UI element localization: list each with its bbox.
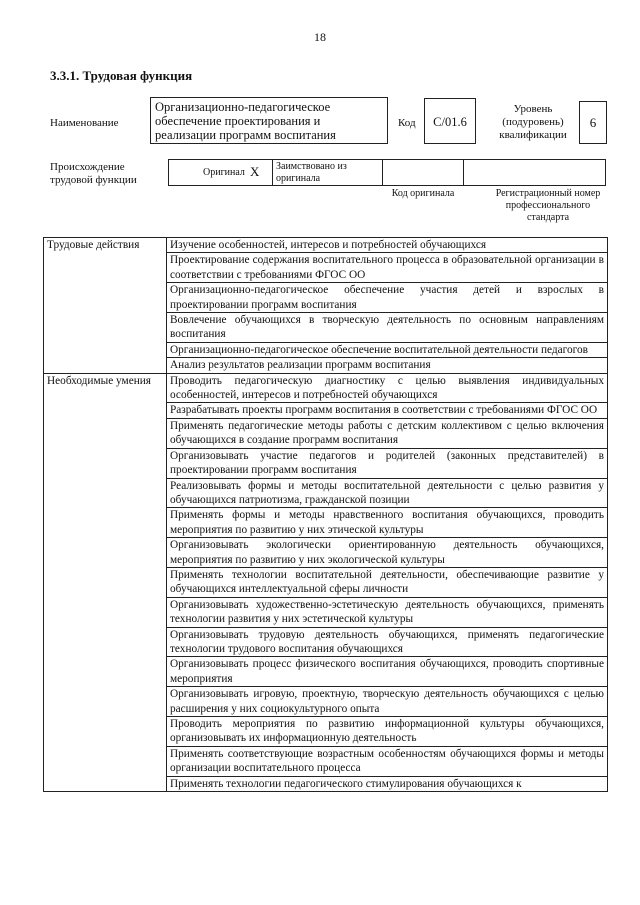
table-row bbox=[44, 238, 608, 253]
table-cell: Организовывать участие педагогов и родителей (законных представителей) в проектировании программ воспитания bbox=[167, 448, 608, 478]
table-cell: Применять педагогические методы работы с детским коллективом с целью включения обучающихся в создание программ воспитания bbox=[167, 418, 608, 448]
table-cell: Организовывать трудовую деятельность обучающихся, применять педагогические технологии трудового воспитания обучающихся bbox=[167, 627, 608, 657]
table-cell: Применять формы и методы нравственного воспитания обучающихся, проводить мероприятия по развитию у них этической культуры bbox=[167, 508, 608, 538]
table-cell: Проводить мероприятия по развитию информационной культуры обучающихся, организовывать их информационную деятельность bbox=[167, 717, 608, 747]
page-number: 18 bbox=[314, 30, 326, 44]
table-cell: Организовывать художественно-эстетическую деятельность обучающихся, применять технологии развития у них эстетической культуры bbox=[167, 597, 608, 627]
category-cell: Необходимые умения bbox=[44, 373, 167, 791]
table-cell: Вовлечение обучающихся в творческую деятельность по основным направлениям воспитания bbox=[167, 313, 608, 343]
table-cell: Организовывать процесс физического воспитания обучающихся, проводить спортивные мероприятия bbox=[167, 657, 608, 687]
borrowed-label: Заимствовано из оригинала bbox=[276, 161, 347, 184]
table-cell: Организационно-педагогическое обеспечение участия детей и взрослых в проектировании программ воспитания bbox=[167, 283, 608, 313]
name-label: Наименование bbox=[50, 117, 119, 129]
section-title: 3.3.1. Трудовая функция bbox=[50, 68, 193, 83]
table-cell: Реализовывать формы и методы воспитательной деятельности с целью развития у обучающихся патриотизма, гражданской позиции bbox=[167, 478, 608, 508]
table-cell: Применять технологии воспитательной деятельности, обеспечивающие развитие у обучающихся интеллектуальной сферы личности bbox=[167, 567, 608, 597]
code-original-label: Код оригинала bbox=[391, 188, 455, 199]
original-mark: X bbox=[250, 164, 260, 179]
table-row bbox=[44, 373, 608, 403]
table-cell: Организовывать экологически ориентированную деятельность обучающихся, мероприятия по развитию у них экологической культуры bbox=[167, 538, 608, 568]
table-cell: Изучение особенностей, интересов и потребностей обучающихся bbox=[167, 238, 608, 253]
table-cell: Организовывать игровую, проектную, творческую деятельность обучающихся с целью расширения у них социокультурного опыта bbox=[167, 687, 608, 717]
code-label: Код bbox=[398, 117, 416, 129]
original-label: Оригинал bbox=[203, 167, 245, 178]
origin-label: Происхождение трудовой функции bbox=[50, 161, 137, 186]
table-cell: Применять соответствующие возрастным особенностям обучающихся формы и методы организации воспитательного процесса bbox=[167, 746, 608, 776]
level-label: Уровень (подуровень) квалификации bbox=[499, 103, 567, 141]
table-cell: Организационно-педагогическое обеспечение воспитательной деятельности педагогов bbox=[167, 342, 608, 357]
origin-divider-3 bbox=[463, 159, 464, 186]
table-cell: Проводить педагогическую диагностику с целью выявления индивидуальных особенностей, интересов и потребностей обучающихся bbox=[167, 373, 608, 403]
reg-number-label: Регистрационный номер профессионального стандарта bbox=[495, 188, 601, 223]
table-cell: Проектирование содержания воспитательного процесса в образовательной организации в соответствии с требованиями ФГОС ОО bbox=[167, 253, 608, 283]
table-cell: Анализ результатов реализации программ воспитания bbox=[167, 358, 608, 373]
table-cell: Применять технологии педагогического стимулирования обучающихся к bbox=[167, 776, 608, 791]
category-cell: Трудовые действия bbox=[44, 238, 167, 374]
function-name-value: Организационно-педагогическое обеспечение проектирования и реализации программ воспитания bbox=[150, 97, 388, 144]
table-cell: Разрабатывать проекты программ воспитания в соответствии с требованиями ФГОС ОО bbox=[167, 403, 608, 418]
code-value: С/01.6 bbox=[424, 98, 476, 144]
level-value: 6 bbox=[579, 101, 607, 144]
functions-table bbox=[43, 237, 608, 792]
origin-divider-2 bbox=[382, 159, 383, 186]
origin-divider-1 bbox=[272, 159, 273, 186]
